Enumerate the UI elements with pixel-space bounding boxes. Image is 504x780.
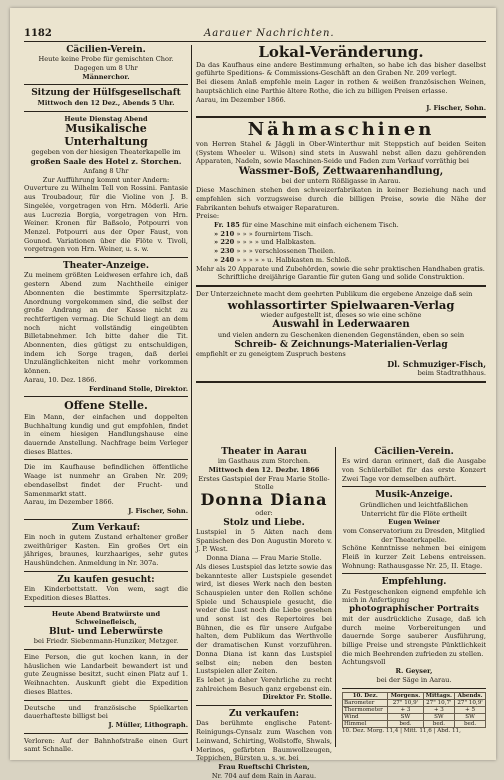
weather-table (342, 692, 486, 728)
ad-title: Cäcilien-Verein. (374, 447, 454, 457)
ad-body: Eine Person, die gut kochen kann, in der häuslichen wie Landarbeit bewandert ist und gute Zeugnisse besitzt, sucht einen Platz auf 1. Weihnachten. Auskunft giebt die Expedition dieses Blattes. (24, 653, 188, 696)
ad-body: Schöne Kenntnisse nehmen bei einigem Fleiß in kurzer Zeit Lebens entreissen. Wohnung: Rathausgasse Nr. 25, II. Etage. (342, 544, 486, 570)
price-value: » 240 (214, 255, 237, 264)
weather-cell: Barometer (343, 699, 388, 706)
right-column (196, 43, 486, 780)
ad-body: Ein Kinderbettstatt. Von wem, sagt die Expedition dieses Blattes. (24, 585, 188, 602)
ad-body: Nr. 704 auf dem Rain in Aarau. (211, 771, 317, 780)
ad-title: Empfehlung. (381, 577, 447, 588)
ad-title: Stolz und Liebe. (223, 517, 305, 528)
weather-cell: SW (455, 713, 486, 720)
ad-bratwurst (24, 610, 188, 646)
ad-naehmaschinen (196, 118, 486, 282)
ad-caecilien-2 (342, 447, 486, 483)
ad-body: bei der untern Rößligasse in Aarau. (281, 177, 401, 186)
weather-cell: 27" 10,9' (388, 699, 423, 706)
bottom-right-subcolumn (340, 447, 486, 747)
price-desc: » » » » und Halbkasten. (236, 238, 317, 247)
weather-cell: + 3 (423, 706, 455, 713)
price-row (196, 221, 486, 230)
ad-musik-anzeige (342, 490, 486, 570)
ad-title: wohlassortirter Spielwaaren-Verlag (227, 297, 455, 312)
ad-offene-stelle (24, 400, 188, 456)
bottom-section (196, 447, 486, 780)
ad-body: Zu Festgeschenken eignend empfehle ich mich in Anfertigung (342, 587, 486, 605)
ad-body: Aarau, im Dezember 1866. (196, 95, 286, 104)
ad-body: Deutsche und französische Spielkarten dauerhafteste billigst bei (24, 703, 188, 721)
ad-body: Bei diesem Anlaß empfehle mein Lager in rothen & weißen französischen Weinen, hauptsächlich eine Parthie ältere Rothe, die ich zu billigen Preisen erlasse. (196, 78, 486, 95)
price-value: Fr. 185 (214, 220, 243, 229)
price-row (196, 238, 486, 247)
weather-cell: SW (423, 713, 455, 720)
ad-body: Ferdinand Stolle, Direktor. (89, 384, 188, 393)
price-row (196, 247, 486, 256)
ad-spielkarten (24, 704, 188, 730)
weather-cell: + 3 (388, 706, 423, 713)
ad-body: Ein Mann, der einfachen und doppelten Buchhaltung kundig und gut empfohlen, findet in einem hiesigen Handlungshause eine dauernde Anstellung. Nachfrage beim Verleger dieses Blattes. (24, 412, 188, 456)
ad-title: Zu kaufen gesucht: (57, 574, 155, 585)
ad-spielwaaren (196, 290, 486, 378)
ad-body: empfiehlt er zu geneigtem Zuspruch bestens (196, 349, 346, 358)
weather-col-header: Abends. (455, 692, 486, 699)
ad-title: Musik-Anzeige. (375, 490, 453, 501)
ad-body: Da das Kaufhaus eine andere Bestimmung erhalten, so habe ich das bisher daselbst geführte Speditions- & Commissions-Geschäft an den Graben Nr. 209 verlegt. (196, 60, 486, 78)
ad-title: Wassmer-Boß, Zettwaarenhandlung, (238, 165, 444, 177)
ad-body: Männerchor. (82, 72, 130, 81)
ad-title: photographischer Portraits (349, 604, 479, 615)
ad-body: Lustspiel in 5 Akten nach dem Spanischen des Don Augustin Moreto v. J. P. West. (196, 528, 332, 554)
ad-title: Donna Diana (200, 490, 328, 510)
ad-theater-anzeige (24, 261, 188, 393)
ad-body: Direktor Fr. Stolle. (262, 693, 332, 702)
ad-body: J. Müller, Lithograph. (108, 720, 188, 729)
ad-body: J. Fischer, Sohn. (426, 104, 486, 113)
ad-body: bei der Säge in Aarau. (376, 675, 452, 684)
ad-body: R. Geyser, (395, 667, 433, 676)
newspaper-page (10, 8, 496, 780)
ad-title: Zu verkaufen: (228, 709, 300, 720)
ad-body: J. Fischer, Sohn. (128, 506, 188, 515)
weather-cell: Thermometer (343, 706, 388, 713)
ad-title: Zum Verkauf: (71, 522, 141, 533)
price-value: » 230 (214, 247, 237, 256)
ad-hilfsgesellschaft (24, 88, 188, 107)
weather-cell: bed. (423, 720, 455, 727)
price-list (196, 212, 486, 264)
ad-body: Verloren: Auf der Bahnhofstraße einen Gurt samt Schnalle. (24, 736, 188, 754)
ad-body: Zur Aufführung kommt unter Andern: (42, 175, 170, 184)
ad-empfehlung (342, 577, 486, 684)
ad-body: Der Unterzeichnete macht dem geehrten Publikum die ergebene Anzeige daß sein (196, 289, 473, 298)
weather-cell: Wind (343, 713, 388, 720)
ad-body: Mittwoch den 12 Dez., Abends 5 Uhr. (37, 98, 175, 107)
ad-body: Als dieses Lustspiel das letzte sowie das bekannteste aller Lustspiele gesendet wird, ist dieses Werk nach den besten Schauspielen unter den Rollen schöne Spiele und Schauspiele gesucht, die weder die Lust noch die Liebe gesehen und sonst ist des Repertoires bei Bühnen, die es für unsere Aufgabe halten, dem Publikum das Werthvolle der dramatischen Kunst vorzuführen. Donna Diana ist kann das Lustspiel selbst ein; neben den besten Lustspielen aller Zeiten. (196, 562, 332, 676)
ad-body: gegeben von der hiesigen Theaterkapelle im (31, 148, 181, 157)
price-value: » 210 (214, 229, 237, 238)
page-number: 1182 (24, 28, 52, 39)
ad-body: mit der ausdrückliche Zusage, daß ich durch meine Vorbereitungen und dauernde Sorge sauberer Ausführung, billige Preise und strengste Pünktlichkeit die mich Beehrenden zufrieden zu stellen. (342, 614, 486, 658)
ad-body: Das berühmte englische Patent-Reinigungs-Cynsalz zum Waschen von Leinwand, Schirting, Wollstoffe, Shwals, Merinos, gefärbten Baumwollzeugen, Teppichen, Bürsten u. s. w. bei (196, 719, 332, 763)
ad-title: Schreib- & Zeichnungs-Materialien-Verlag (234, 339, 448, 350)
weather-col-header: Mittags. (423, 692, 455, 699)
ad-body: von Herren Stahel & Jäggli in Ober-Winterthur mit Steppstich auf beiden Seiten (System Wheeler u. Wilson) sind stets in Auswahl nebst allen dazu gehörenden Apparaten, Nadeln, sowie Maschinen-Seide und Faden zum Verkauf vorräthig bei (196, 139, 486, 166)
ad-body: Aarau, 10. Dez. 1866. (24, 375, 97, 384)
ad-title: Nähmaschinen (247, 118, 435, 140)
weather-cell: + 5 (455, 706, 486, 713)
ad-body: Ein noch in gutem Zustand erhaltener großer zweithüriger Kasten. Ein großes Ort ein jähriges, braunes, kurzhaariges, sehr gutes Haushündchen. Anmeldung in Nr. 307a. (24, 533, 188, 568)
ad-body: Ouverture zu Wilhelm Tell von Rossini. Fantasie aus Troubadour, für die Violine von J. B. Singelée, vorgetragen von Hrn. Möderli. Arie aus Lucrezia Borgia, vorgetragen von Hrn. Weiner. Kronen für Baßsolo, Potpourri von Menzel. Potpourri aus der Oper Faust, von Gounod. Variationen über die Flöte v. Tivoli, vorgetragen von Hrn. Weiner, u. s. w. (24, 184, 188, 254)
weather-footer: 10. Dez. Morg. 11,4 | Mitt. 11,6 | Abd. 11, (342, 727, 461, 734)
bottom-left-subcolumn (196, 447, 336, 780)
ad-body: Heute Dienstag Abend (64, 114, 148, 123)
ad-title: Blut- und Leberwürste (49, 626, 163, 637)
ad-body: Anfang 8 Uhr (83, 167, 129, 176)
ad-body: Heute Abend Bratwürste und Schweinefleisch, (51, 609, 161, 627)
ad-body: Es lebet ja daher Verehrliche zu recht zahlreichem Besuch ganz ergebenst ein. (196, 675, 332, 693)
ad-body: Es wird daran erinnert, daß die Ausgabe von Schülerbillet für das erste Konzert Zwei Tage vor demselben aufhört. (342, 457, 486, 483)
ad-zu-verkaufen (196, 709, 332, 780)
ad-body: wieder aufgestellt ist, dieses so wie eine schöne (260, 310, 422, 319)
ad-verkauf (24, 523, 188, 568)
ad-body: Dl. Schmuziger-Fisch, (387, 358, 486, 369)
ad-body: vom Conservatorium zu Dresden, Mitglied der Theaterkapelle. (342, 526, 486, 544)
ad-theater (196, 447, 332, 702)
ad-body: Aarau, im Dezember 1866. (24, 498, 114, 507)
weather-cell: SW (388, 713, 423, 720)
ad-lokal-veraenderung (196, 45, 486, 113)
weather-cell: bed. (388, 720, 423, 727)
ad-body: im Gasthaus zum Storchen. (217, 457, 311, 466)
ad-title: Offene Stelle. (64, 399, 148, 413)
ad-body: Zu meinem größten Leidwesen erfahre ich, daß gestern Abend zum Nachtheile einiger Abonnenten die bestimmte Sperrsitzplatz-Anordnung vorgekommen sind, die selbst der große Andrang an der Kasse nicht zu rechtfertigen vermag. Die Schuld liegt an dem noch nicht vollständig eingeübten Billetabnehmer. Ich bitte daher die Tit. Abonnenten, dies gütigst zu entschuldigen, indem ich Sorge tragen, daß derlei Unzulänglichkeiten nicht mehr vorkommen können. (24, 271, 188, 376)
weather-row (343, 699, 486, 706)
price-row (196, 256, 486, 265)
newspaper-title: Aarauer Nachrichten. (204, 28, 335, 39)
ad-body: Diese Maschinen stehen den schweizerfabrikaten in keiner Beziehung nach und empfehlen sich vorzugsweise durch die billigen Preise, sowie die Nähe der Fabrikanten behufs etwaiger Reparaturen. (196, 186, 486, 212)
prices-label: Preise: (196, 212, 220, 221)
ad-kaufen-gesucht (24, 575, 188, 603)
ad-title: Auswahl in Lederwaaren (272, 319, 410, 331)
price-desc: » » » verschlossenen Theilen. (236, 247, 336, 256)
ad-title: Theater in Aarau (221, 447, 307, 457)
ad-body: und vielen andern zu Geschenken dienenden Gegenständen, eben so sein (217, 330, 465, 339)
ad-title: Sitzung der Hülfsgesellschaft (31, 88, 181, 99)
ad-title: Cäcilien-Verein. (66, 45, 146, 55)
price-value: » 220 (214, 238, 237, 247)
weather-col-header: Morgens. (388, 692, 423, 699)
left-column (24, 45, 192, 754)
ad-body: Die im Kaufhause befindlichen öffentliche Waage ist nunmehr an Graben Nr. 209; ebendaselbst findet der Frucht- und Samenmarkt statt. (24, 463, 188, 498)
ad-body: oder: (255, 508, 273, 517)
ad-body: Gründlichen und leichtfaßlichen Unterricht für die Flöte ertheilt (359, 500, 469, 518)
ad-musik-unterhaltung (24, 115, 188, 255)
ad-body: Achtungsvoll (342, 658, 386, 667)
ad-body: Frau Rueftschi Christen, (218, 762, 310, 771)
ad-person (24, 653, 188, 697)
ad-body: Erstes Gastspiel der Frau Marie Stolle-Stolle (198, 474, 330, 492)
weather-col-header: 10. Dez. (343, 692, 388, 699)
ad-title: Theater-Anzeige. (62, 261, 150, 272)
price-desc: » » » fournirtem Tisch. (236, 229, 314, 238)
ad-caecilien (24, 45, 188, 81)
ad-body: großen Saale des Hotel z. Storchen. (30, 157, 182, 167)
weather-cell: bed. (455, 720, 486, 727)
weather-cell: 27" 10,9' (455, 699, 486, 706)
ad-title: Musikalische Unterhaltung (64, 122, 148, 148)
weather-cell: Himmel (343, 720, 388, 727)
ad-body: Donna Diana — Frau Marie Stolle. (206, 554, 322, 563)
price-row (196, 230, 486, 239)
ad-body: Mittwoch den 12. Dezbr. 1866 (208, 466, 320, 475)
ad-body: Eugen Weiner (388, 518, 440, 527)
page-header (24, 28, 486, 42)
ad-verloren (24, 737, 188, 754)
ad-body: beim Stadtrathhaus. (417, 369, 486, 378)
ad-body: bei Friedr. Siebenmann-Hunziker, Metzger. (33, 637, 179, 646)
ad-title: Lokal-Veränderung. (258, 43, 424, 61)
weather-row (343, 706, 486, 713)
ad-body: Mehr als 20 Apparate und Zubehörden, sowie die sehr praktischen Handhaben gratis. (196, 264, 485, 273)
price-desc: für eine Maschine mit einfach eichenem Tisch. (242, 220, 399, 229)
price-desc: » » » » » u. Halbkasten m. Schloß. (236, 255, 352, 264)
ad-body: Schriftliche dreijährige Garantie für guten Gang und solide Construktion. (217, 273, 465, 282)
ad-kornhaus (24, 463, 188, 515)
weather-cell: 27" 10,7' (423, 699, 455, 706)
weather-row (343, 720, 486, 727)
ad-body: Heute keine Probe für gemischten Chor. Dagegen um 8 Uhr (38, 55, 174, 73)
weather-row (343, 713, 486, 720)
